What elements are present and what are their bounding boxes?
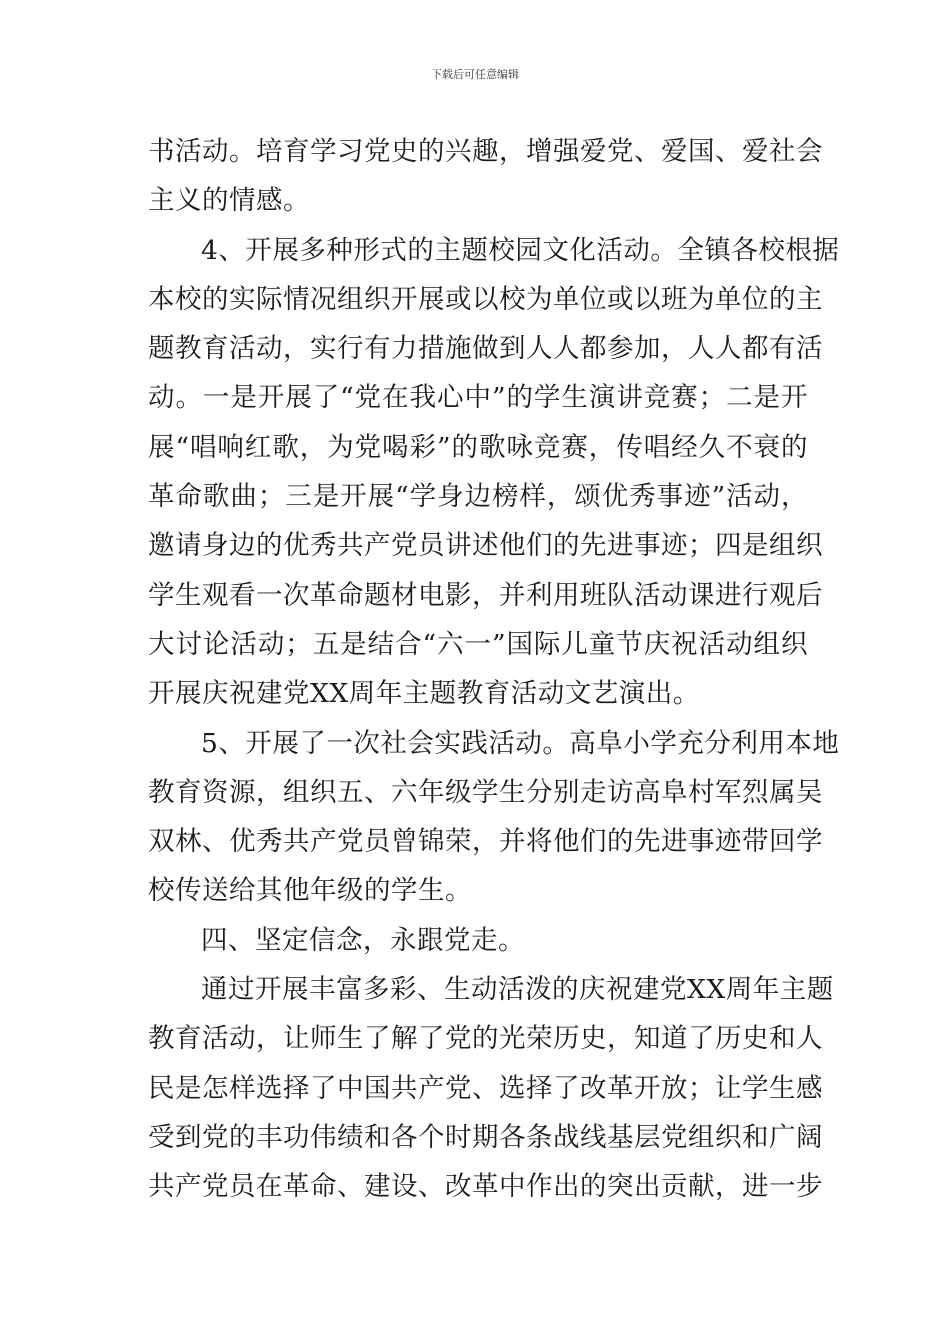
text-line: 本校的实际情况组织开展或以校为单位或以班为单位的主: [148, 283, 823, 315]
text-line: 4、开展多种形式的主题校园文化活动。全镇各校根据: [201, 234, 840, 266]
text-line: 大讨论活动；五是结合“六一”国际儿童节庆祝活动组织: [148, 628, 808, 660]
text-line: 双林、优秀共产党员曾锦荣，并将他们的先进事迹带回学: [148, 826, 823, 858]
page-header: 下载后可任意编辑: [431, 68, 519, 81]
text-line: 题教育活动，实行有力措施做到人人都参加，人人都有活: [148, 333, 823, 365]
text-line: 通过开展丰富多彩、生动活泼的庆祝建党XX周年主题: [201, 974, 834, 1006]
text-line: 书活动。培育学习党史的兴趣，增强爱党、爱国、爱社会: [148, 136, 823, 167]
text-line: 邀请身边的优秀共产党员讲述他们的先进事迹；四是组织: [148, 530, 823, 562]
text-line: 开展庆祝建党XX周年主题教育活动文艺演出。: [148, 678, 700, 710]
text-line: 学生观看一次革命题材电影，并利用班队活动课进行观后: [148, 579, 823, 611]
text-line: 教育活动，让师生了解了党的光荣历史，知道了历史和人: [148, 1023, 823, 1055]
text-line: 动。一是开展了“党在我心中”的学生演讲竞赛；二是开: [148, 382, 808, 414]
text-line: 主义的情感。: [148, 185, 310, 217]
text-line: 革命歌曲；三是开展“学身边榜样，颂优秀事迹”活动，: [148, 481, 808, 513]
document-body: [148, 127, 840, 1212]
section-heading: 四、坚定信念，永跟党走。: [201, 924, 525, 956]
text-line: 受到党的丰功伟绩和各个时期各条战线基层党组织和广阔: [148, 1121, 823, 1153]
text-line: 共产党员在革命、建设、改革中作出的突出贡献，进一步: [148, 1171, 823, 1203]
text-line: 5、开展了一次社会实践活动。高阜小学充分利用本地: [201, 727, 840, 759]
text-line: 展“唱响红歌，为党喝彩”的歌咏竞赛，传唱经久不衰的: [148, 431, 808, 463]
text-line: 教育资源，组织五、六年级学生分别走访高阜村军烈属吴: [148, 776, 823, 808]
text-line: 校传送给其他年级的学生。: [148, 875, 472, 907]
text-line: 民是怎样选择了中国共产党、选择了改革开放；让学生感: [148, 1072, 823, 1104]
